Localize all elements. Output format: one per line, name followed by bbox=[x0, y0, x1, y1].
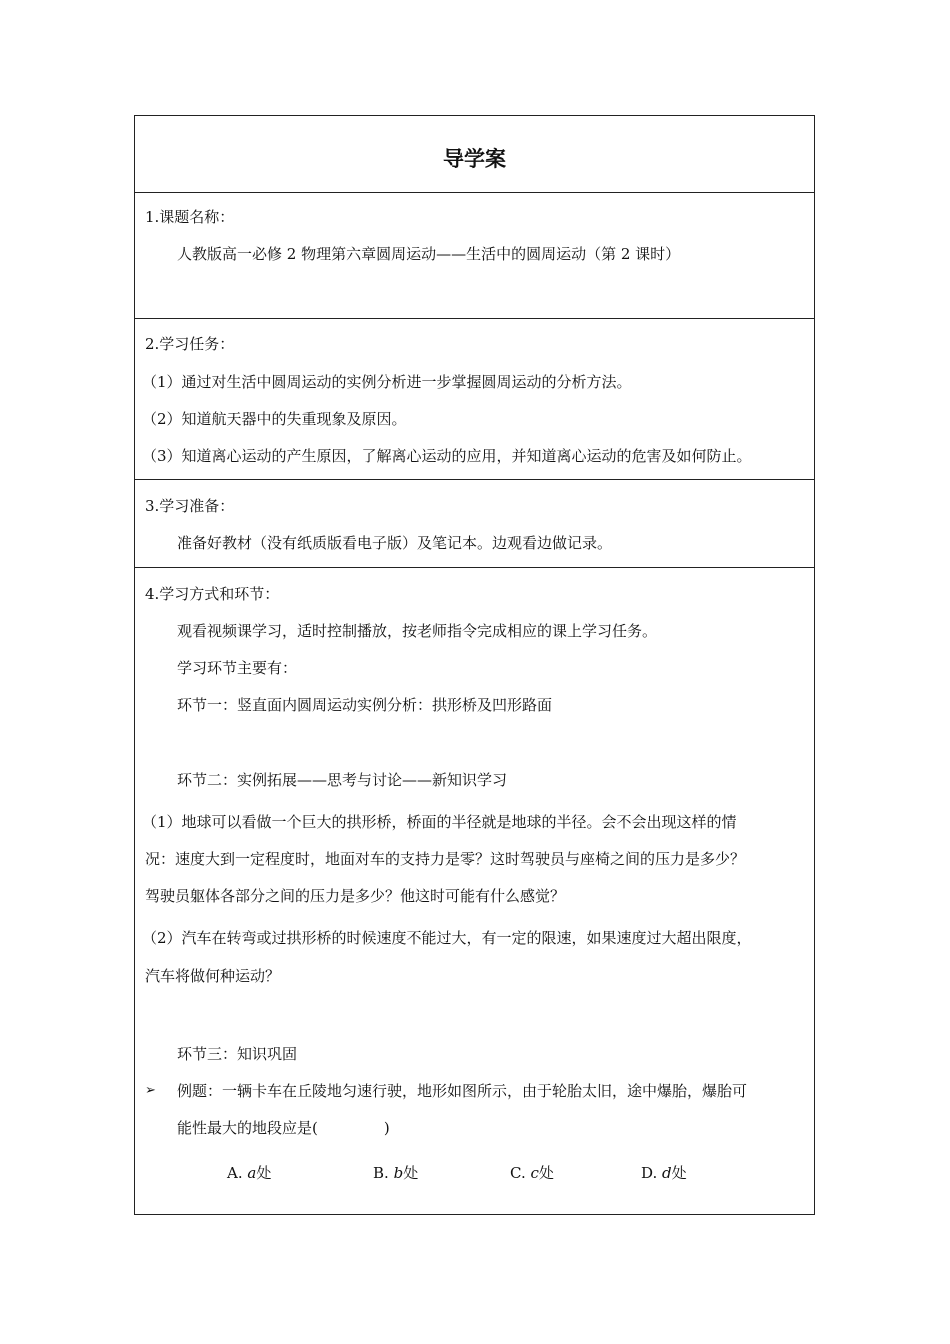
step-three: 环节三：知识巩固 bbox=[177, 1045, 298, 1063]
task-item: （2）知道航天器中的失重现象及原因。 bbox=[142, 410, 407, 428]
question-one-line: 驾驶员躯体各部分之间的压力是多少？他这时可能有什么感觉？ bbox=[145, 887, 566, 905]
preparation-text: 准备好教材（没有纸质版看电子版）及笔记本。边观看边做记录。 bbox=[177, 534, 613, 552]
task-item: （1）通过对生活中圆周运动的实例分析进一步掌握圆周运动的分析方法。 bbox=[142, 373, 632, 391]
question-one-line: （1）地球可以看做一个巨大的拱形桥，桥面的半径就是地球的半径。会不会出现这样的情 bbox=[142, 813, 737, 831]
section-heading: 2.学习任务： bbox=[145, 335, 235, 353]
step-one: 环节一：竖直面内圆周运动实例分析：拱形桥及凹形路面 bbox=[177, 696, 553, 714]
section-heading: 1.课题名称： bbox=[145, 208, 235, 226]
option-c: C. c处 bbox=[510, 1164, 554, 1182]
section-tasks bbox=[135, 319, 814, 480]
option-a: A. a处 bbox=[227, 1164, 272, 1182]
main-steps-label: 学习环节主要有： bbox=[177, 659, 298, 677]
example-line: 能性最大的地段应是( ) bbox=[177, 1119, 390, 1137]
question-two-line: 汽车将做何种运动？ bbox=[145, 967, 281, 985]
option-d: D. d处 bbox=[641, 1164, 687, 1182]
task-item: （3）知道离心运动的产生原因，了解离心运动的应用，并知道离心运动的危害及如何防止。 bbox=[142, 447, 752, 465]
title-row bbox=[135, 116, 814, 193]
topic-text: 人教版高一必修 2 物理第六章圆周运动——生活中的圆周运动（第 2 课时） bbox=[177, 245, 681, 263]
option-b: B. b处 bbox=[373, 1164, 419, 1182]
section-topic bbox=[135, 193, 814, 319]
intro-text: 观看视频课学习，适时控制播放，按老师指令完成相应的课上学习任务。 bbox=[177, 622, 658, 640]
example-line: 例题：一辆卡车在丘陵地匀速行驶，地形如图所示，由于轮胎太旧，途中爆胎，爆胎可 bbox=[177, 1082, 748, 1100]
section-heading: 3.学习准备： bbox=[145, 497, 235, 515]
section-heading: 4.学习方式和环节： bbox=[145, 585, 280, 603]
page-title: 导学案 bbox=[443, 147, 506, 171]
section-preparation bbox=[135, 480, 814, 568]
question-two-line: （2）汽车在转弯或过拱形桥的时候速度不能过大，有一定的限速，如果速度过大超出限度， bbox=[142, 929, 752, 947]
question-one-line: 况：速度大到一定程度时，地面对车的支持力是零？这时驾驶员与座椅之间的压力是多少？ bbox=[145, 850, 746, 868]
worksheet-table bbox=[134, 115, 815, 1215]
bullet-arrow-icon: ➢ bbox=[145, 1083, 156, 1098]
section-method bbox=[135, 568, 814, 1216]
step-two: 环节二：实例拓展——思考与讨论——新知识学习 bbox=[177, 771, 508, 789]
